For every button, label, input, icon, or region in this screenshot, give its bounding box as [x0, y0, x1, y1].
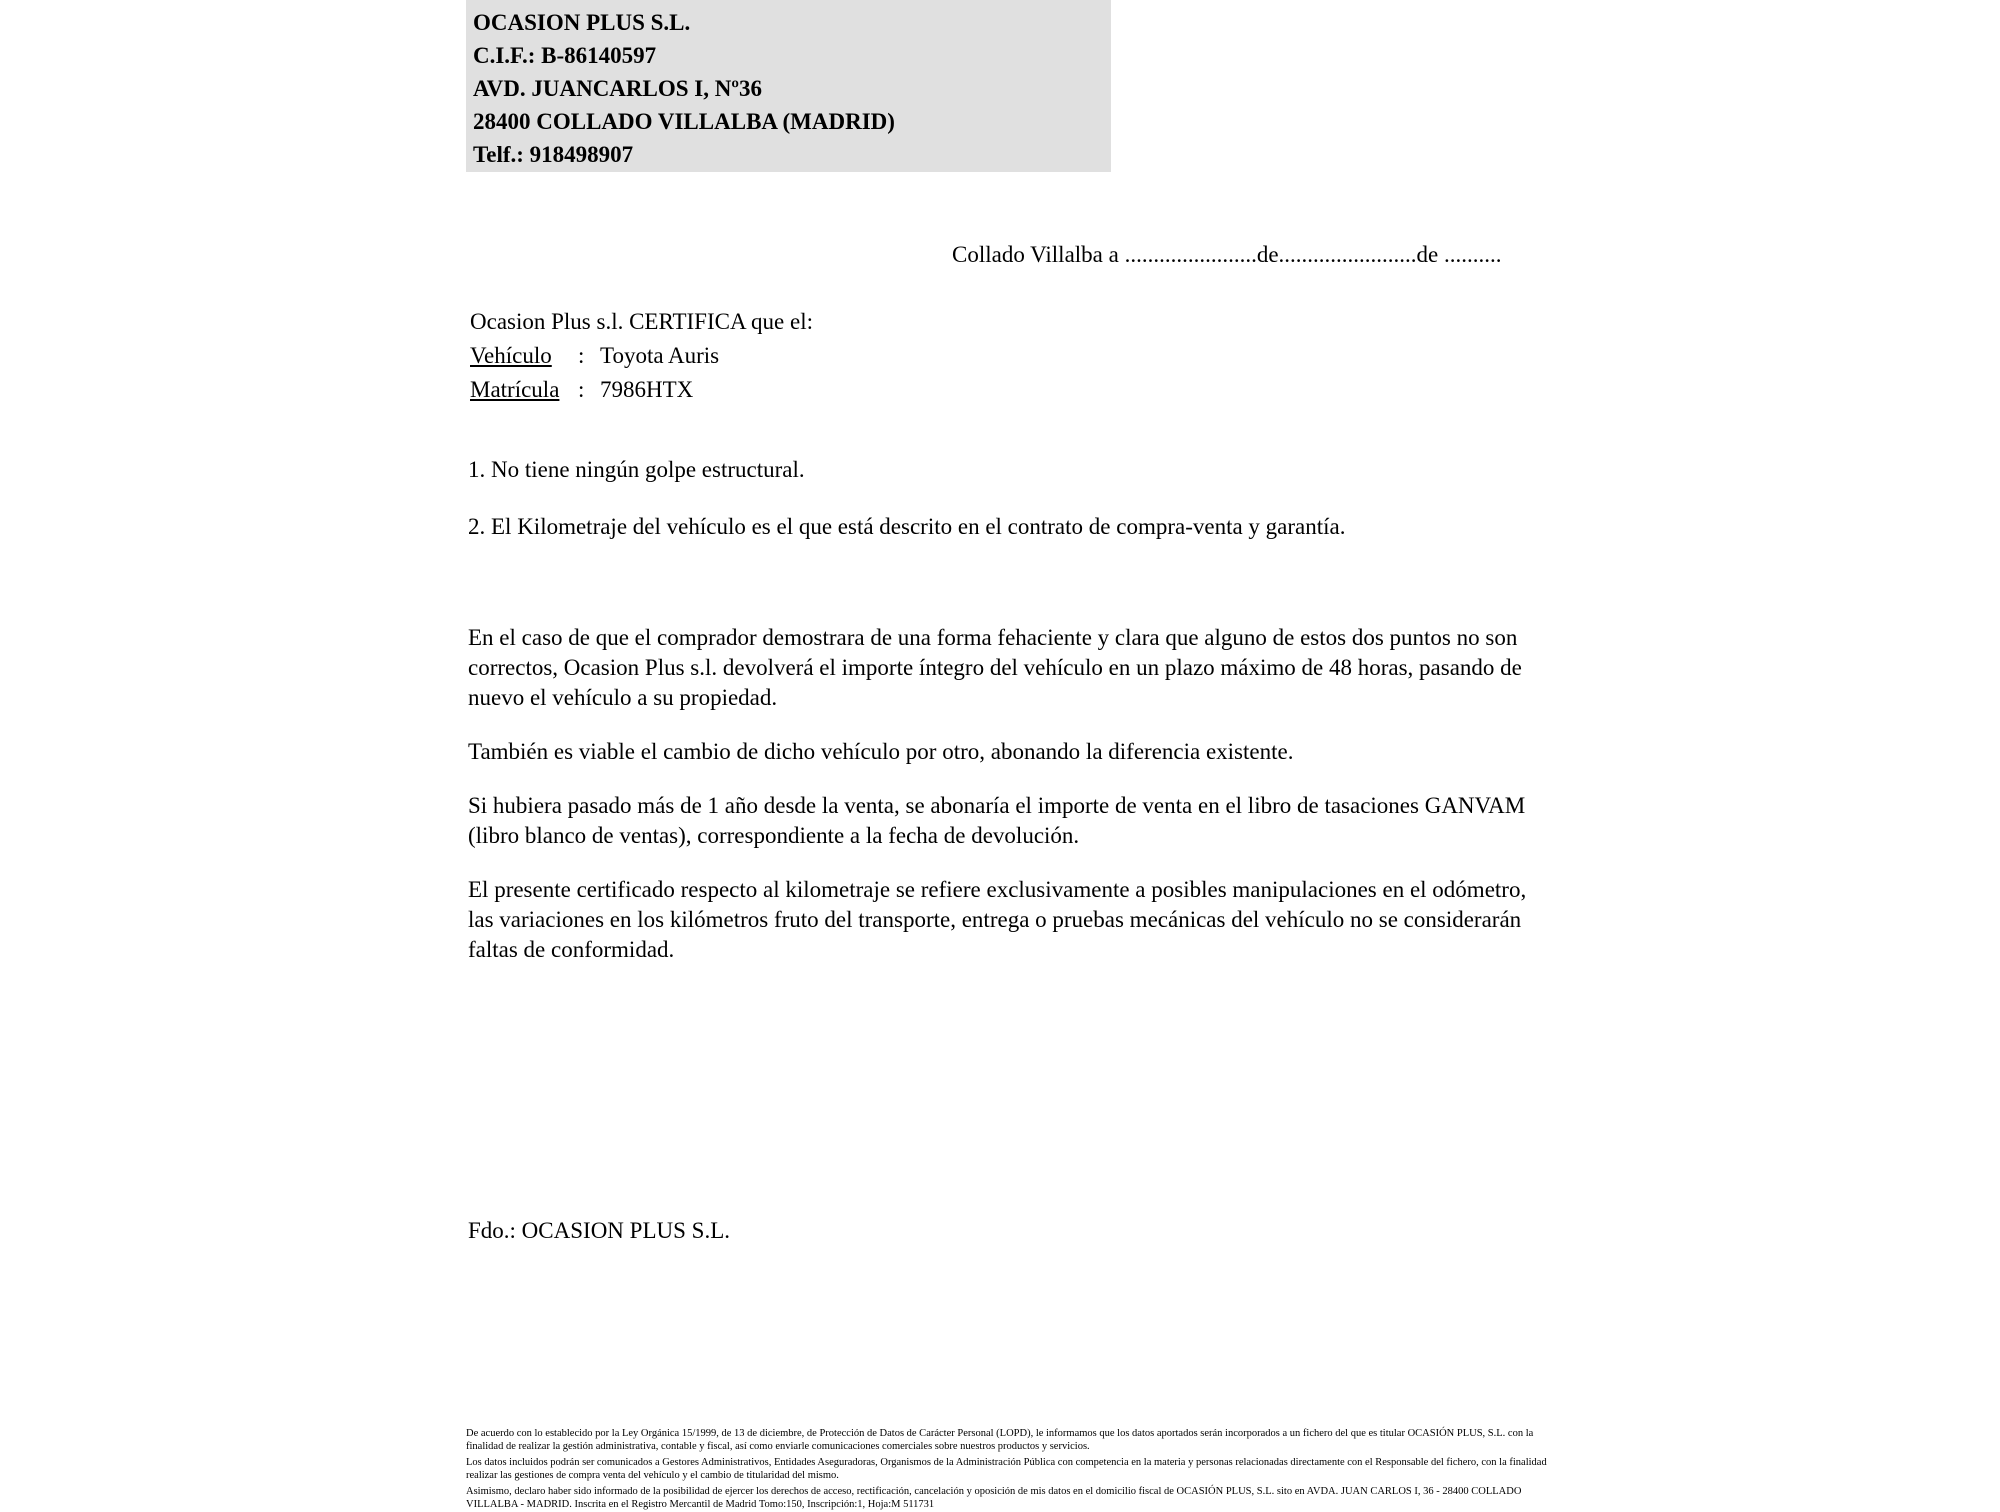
certified-point-1: 1. No tiene ningún golpe estructural. [468, 457, 805, 482]
vehicle-value: Toyota Auris [600, 343, 720, 368]
certified-points-list [468, 455, 1345, 569]
plate-row [470, 373, 813, 407]
company-address-city: 28400 COLLADO VILLALBA (MADRID) [473, 109, 895, 134]
company-name: OCASION PLUS S.L. [473, 10, 691, 35]
company-phone: Telf.: 918498907 [473, 142, 634, 167]
paragraph-refund: En el caso de que el comprador demostrara de una forma fehaciente y clara que alguno de estos dos puntos no son correctos, Ocasion Plus s.l. devolverá el importe íntegro del vehículo en un plazo máximo de 48 horas, pasando de nuevo el vehículo a su propiedad. [468, 625, 1522, 710]
legal-paragraph-1: De acuerdo con lo establecido por la Ley Orgánica 15/1999, de 13 de diciembre, de Protección de Datos de Carácter Personal (LOPD), le informamos que los datos aportados serán incorporados a un fichero del que es titular OCASIÓN PLUS, S.L. con la finalidad de realizar la gestión administrativa, contable y fiscal, así como enviarle comunicaciones comerciales sobre nuestros productos y servicios. [466, 1428, 1534, 1452]
body-paragraphs [468, 623, 1538, 989]
plate-label: Matrícula [470, 377, 560, 402]
legal-paragraph-3: Asimismo, declaro haber sido informado de la posibilidad de ejercer los derechos de acceso, rectificación, cancelación y oposición de mis datos en el domicilio fiscal de OCASIÓN PLUS, S.L. sito en AVDA. JUAN CARLOS I, 36 - 28400 COLLADO VILLALBA - MADRID. Inscrita en el Registro Mercantil de Madrid Tomo:150, Inscripción:1, Hoja:M 511731 [466, 1486, 1522, 1510]
vehicle-separator: : [578, 343, 585, 368]
paragraph-exchange: También es viable el cambio de dicho vehículo por otro, abonando la diferencia existente. [468, 739, 1294, 764]
certified-point-2: 2. El Kilometraje del vehículo es el que está descrito en el contrato de compra-venta y garantía. [468, 514, 1346, 539]
legal-footnote [466, 1428, 1566, 1512]
certification-intro: Ocasion Plus s.l. CERTIFICA que el: [470, 309, 813, 334]
certification-block [470, 305, 813, 407]
vehicle-label: Vehículo [470, 343, 552, 368]
plate-separator: : [578, 377, 585, 402]
legal-paragraph-2: Los datos incluidos podrán ser comunicados a Gestores Administrativos, Entidades Aseguradoras, Organismos de la Administración Pública con competencia en la materia y personas relacionadas directamente con el Responsable del fichero, con la finalidad realizar las gestiones de compra venta del vehículo y el cambio de titularidad del mismo. [466, 1457, 1547, 1481]
signature-line: Fdo.: OCASION PLUS S.L. [468, 1218, 730, 1243]
company-address-street: AVD. JUANCARLOS I, Nº36 [473, 76, 762, 101]
company-header-block [466, 0, 1111, 172]
vehicle-row [470, 339, 813, 373]
plate-value: 7986HTX [600, 377, 694, 402]
date-line: Collado Villalba a .......................de........................de .......... [952, 242, 1502, 267]
company-cif: C.I.F.: B-86140597 [473, 43, 657, 68]
paragraph-odometer: El presente certificado respecto al kilometraje se refiere exclusivamente a posibles manipulaciones en el odómetro, las variaciones en los kilómetros fruto del transporte, entrega o pruebas mecánicas del vehículo no se considerarán faltas de conformidad. [468, 877, 1527, 962]
paragraph-one-year: Si hubiera pasado más de 1 año desde la venta, se abonaría el importe de venta en el libro de tasaciones GANVAM (libro blanco de ventas), correspondiente a la fecha de devolución. [468, 793, 1526, 848]
